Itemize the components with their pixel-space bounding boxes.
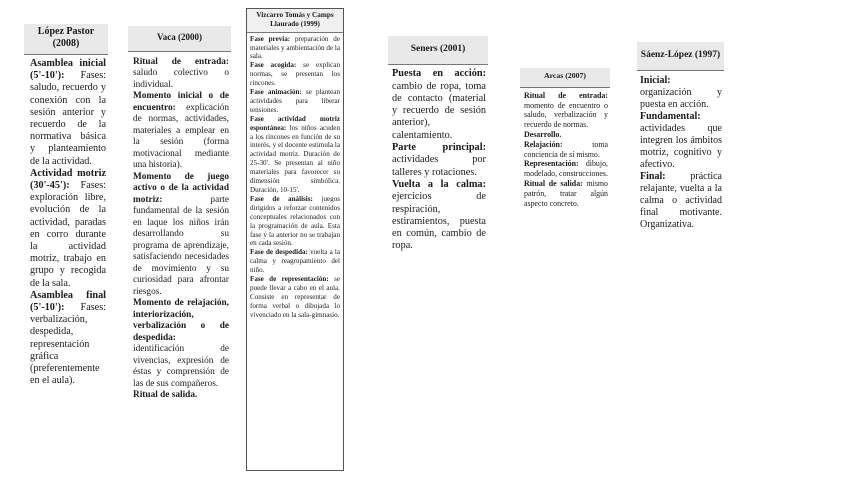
column-body [247, 33, 343, 320]
phase-text: momento de encuentro o saludo, verbalización y recuerdo de normas. [524, 100, 608, 130]
phase-term: Inicial: [640, 75, 671, 86]
phase-text: toma conciencia de sí mismo. [524, 139, 608, 159]
phase-term: Vuelta a la calma: [392, 178, 486, 190]
phase-term: Asamblea inicial (5'-10'): [30, 58, 106, 82]
phase-text: explicación de normas, actividades, materiales a emplear en la sesión (forma motivacional mediante una historia). [133, 102, 229, 170]
phase-term: Fase acogida: [250, 61, 297, 70]
column-vizcarro-camps [246, 8, 344, 471]
phase-text: juegos dirigidos a reforzar contenidos conceptuales relacionados con la programación de aula. Esta fase y la anterior no se trabajan en cada sesión. [250, 194, 340, 248]
column-author: Arcas (2007) [520, 68, 610, 88]
phase-term: Ritual de entrada: [524, 90, 608, 100]
phase-text: ejercicios de respiración, estiramientos, puesta en común, cambio de ropa. [392, 191, 486, 252]
phase-term: Fase animación: [250, 88, 302, 97]
phase-entry [524, 130, 608, 140]
phase-term: Fundamental: [640, 111, 701, 122]
phase-entry [250, 248, 340, 275]
phase-term: Fase de despedida: [250, 248, 308, 257]
column-seners [388, 36, 488, 356]
column-lopez-pastor [24, 24, 108, 466]
phase-entry [133, 298, 229, 390]
phase-entry [250, 88, 340, 115]
phase-text: parte fundamental de la sesión en laque los niños irán desarrollando su programa de aprendizaje, satisfaciendo necesidades de movimiento y su curiosidad para afrontar riesgos. [133, 194, 229, 297]
phase-term: Ritual de entrada: [133, 56, 229, 67]
phase-term: Momento de relajación, interiorización, verbalización o de despedida: [133, 298, 229, 343]
phase-text: identificación de vivencias, expresión de éstas y comprensión de las de sus compañeros. [133, 344, 229, 389]
phase-text: mismo patrón, tratar algún aspecto concreto. [524, 178, 608, 208]
phase-term: Asamblea final (5'-10'): [30, 289, 106, 314]
phase-term: Actividad motriz (30'-45'): [30, 167, 106, 192]
phase-term: Final: [640, 171, 666, 182]
phase-entry [640, 75, 722, 111]
phase-term: Desarrollo. [524, 129, 562, 139]
phase-term: Ritual de salida: [524, 178, 583, 188]
phase-text: organización y puesta en acción. [640, 87, 722, 110]
phase-text: se explican normas, se presentan los rincones. [250, 61, 340, 88]
phase-text: vuelta a la calma y reagrupamiento del niño. [250, 248, 340, 275]
phase-text: saludo colectivo o individual. [133, 68, 229, 90]
column-body [637, 71, 724, 231]
column-body [128, 52, 231, 402]
column-author: Sáenz-López (1997) [637, 42, 724, 71]
column-arcas [520, 68, 610, 328]
column-body [388, 65, 488, 252]
phase-entry [250, 195, 340, 248]
phase-entry [640, 111, 722, 171]
phase-entry [250, 35, 340, 62]
phase-entry [250, 115, 340, 195]
phase-term: Ritual de salida. [133, 390, 198, 400]
phase-entry [30, 290, 106, 388]
phase-text: se plantean actividades para liberar tensiones. [250, 88, 340, 114]
phase-term: Momento de juego activo o de la actividad motriz: [133, 171, 229, 205]
column-author: Seners (2001) [388, 36, 488, 65]
column-author: López Pastor (2008) [24, 24, 108, 55]
phase-text: los niños acuden a los rincones en función de su interés, y el docente estimula la actividad motriz. Duración de 25-30'. Se presentan al niño materiales para favorecer su dimensión simbólica. Duración, 10-15'. [250, 123, 340, 194]
phase-text: Fases: exploración libre, evolución de la actividad, paradas en corro durante la actividad motriz, trabajo en grupo y recogida de la sala. [30, 180, 106, 289]
column-saenz-lopez [637, 42, 724, 447]
phase-entry [524, 140, 608, 160]
phase-term: Relajación: [524, 139, 563, 149]
phase-text: actividades que integren los ámbitos motriz, cognitivo y afectivo. [640, 123, 722, 170]
phase-entry [30, 168, 106, 290]
phase-text: Fases: verbalización, despedida, representación gráfica (preferentemente en el aula). [30, 302, 106, 387]
phase-term: Fase de representación: [250, 275, 329, 284]
phase-entry [133, 57, 229, 92]
phase-text: dibujo, modelado, construcciones. [524, 159, 608, 179]
phase-entry [640, 171, 722, 231]
phase-term: Fase actividad motriz espontánea: [250, 114, 340, 132]
phase-term: Representación: [524, 159, 579, 169]
phase-term: Parte principal: [392, 142, 486, 154]
phase-entry [250, 275, 340, 320]
phase-text: cambio de ropa, toma de contacto (material y recuerdo de sesión anterior), calentamiento. [392, 80, 486, 141]
phase-entry [392, 179, 486, 253]
column-body [520, 88, 610, 209]
column-body [24, 55, 108, 387]
column-author: Vizcarro Tomás y Camps Llaurado (1999) [247, 9, 343, 33]
phase-entry [133, 91, 229, 172]
phase-term: Fase previa: [250, 34, 291, 43]
column-author: Vaca (2000) [128, 26, 231, 52]
phase-entry [30, 58, 106, 168]
phase-entry [392, 68, 486, 142]
phase-text: Fases: saludo, recuerdo y conexión con la sesión anterior y recuerdo de la normativa básica y planteamiento de la actividad. [30, 70, 106, 167]
phase-entry [392, 142, 486, 179]
phase-entry [133, 390, 229, 402]
phase-entry [250, 61, 340, 88]
phase-text: se puede llevar a cabo en el aula. Consiste en representar de forma verbal o dibujada lo vivenciado en la sala-gimnasio. [250, 275, 341, 319]
phase-entry [524, 91, 608, 130]
phase-term: Momento inicial o de encuentro: [133, 91, 229, 113]
phase-term: Fase de análisis: [250, 194, 313, 203]
phase-entry [133, 172, 229, 299]
phase-text: preparación de materiales y ambientación de la sala. [250, 34, 340, 61]
phase-entry [524, 179, 608, 208]
column-vaca [128, 26, 231, 468]
phase-text: práctica relajante, vuelta a la calma o actividad final motivante. Organizativa. [640, 171, 722, 230]
phase-entry [524, 159, 608, 179]
phase-term: Puesta en acción: [392, 68, 486, 80]
phase-text: actividades por talleres y rotaciones. [392, 154, 486, 178]
